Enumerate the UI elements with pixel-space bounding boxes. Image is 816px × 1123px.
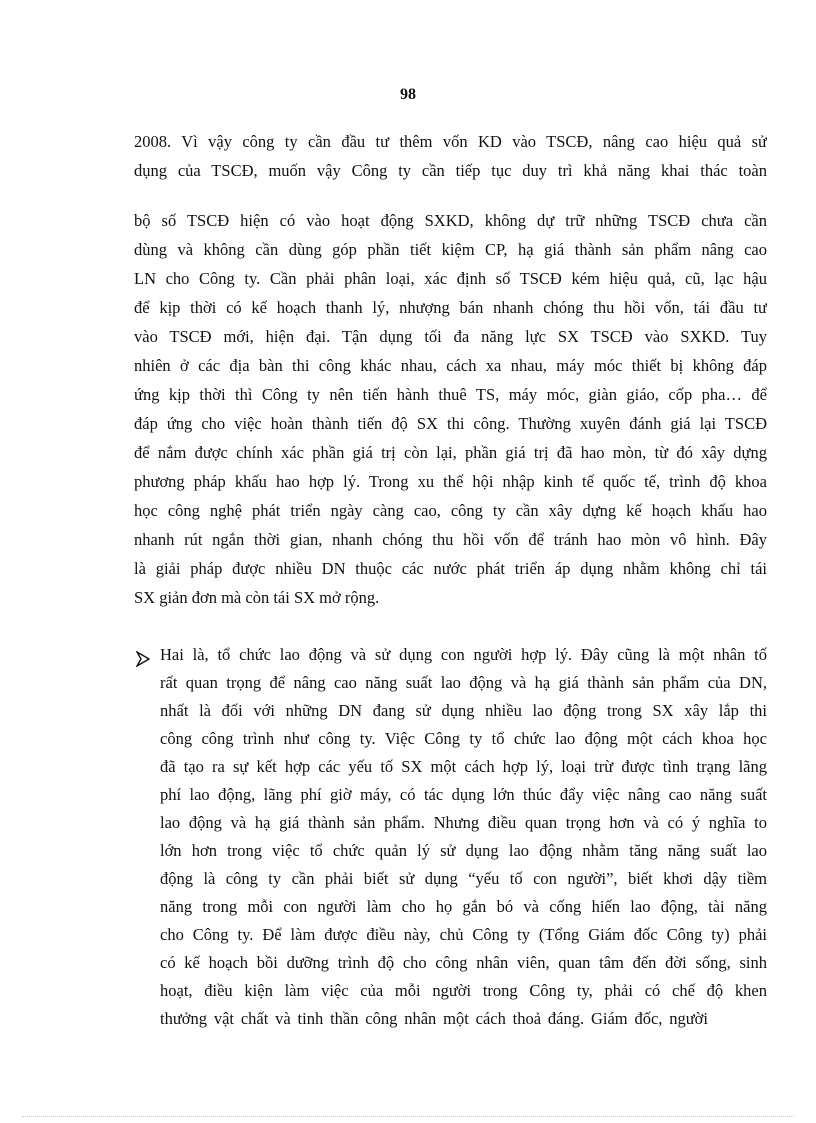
text-line: để nắm được chính xác phần giá trị còn lại, phần giá trị đã hao mòn, từ đó xây dựng bbox=[134, 443, 767, 462]
text-line: nhiên ở các địa bàn thi công khác nhau, cách xa nhau, máy móc thiết bị không đáp bbox=[134, 356, 767, 375]
text-line: lớn hơn trong việc tổ chức quản lý sử dụng lao động nhằm tăng năng suất lao bbox=[160, 841, 767, 860]
text-line: phí lao động, lãng phí giờ máy, có tác dụng lớn thúc đẩy việc nâng cao năng suất bbox=[160, 785, 767, 804]
text-line: nhất là đối với những DN đang sử dụng nhiều lao động trong SX xây lắp thi bbox=[160, 701, 767, 720]
text-line: để kịp thời có kế hoạch thanh lý, nhượng bán nhanh chóng thu hồi vốn, tái đầu tư bbox=[134, 298, 767, 317]
text-line: thưởng vật chất và tinh thần công nhân một cách thoả đáng. Giám đốc, người bbox=[160, 1009, 708, 1028]
text-line: lao động và hạ giá thành sản phẩm. Nhưng điều quan trọng hơn và có ý nghĩa to bbox=[160, 813, 767, 832]
footer-divider bbox=[22, 1116, 794, 1117]
text-line: ứng kịp thời thì Công ty nên tiến hành thuê TS, máy móc, giàn giáo, cốp pha… để bbox=[134, 385, 767, 404]
text-line: 2008. Vì vậy công ty cần đầu tư thêm vốn KD vào TSCĐ, nâng cao hiệu quả sử bbox=[134, 132, 767, 151]
text-line: phương pháp khấu hao hợp lý. Trong xu thế hội nhập kinh tế quốc tế, trình độ khoa bbox=[134, 472, 767, 491]
text-line: năng trong mỗi con người làm cho họ gắn bó và cống hiến lao động, tài năng bbox=[160, 897, 767, 916]
text-line: dùng và không cần dùng góp phần tiết kiệm CP, hạ giá thành sản phẩm nâng cao bbox=[134, 240, 767, 259]
text-line: rất quan trọng để nâng cao năng suất lao động và hạ giá thành sản phẩm của DN, bbox=[160, 673, 767, 692]
text-line: bộ số TSCĐ hiện có vào hoạt động SXKD, không dự trữ những TSCĐ chưa cần bbox=[134, 211, 767, 230]
text-line: cho Công ty. Để làm được điều này, chủ Công ty (Tổng Giám đốc Công ty) phải bbox=[160, 925, 767, 944]
text-line: vào TSCĐ mới, hiện đại. Tận dụng tối đa năng lực SX TSCĐ vào SXKD. Tuy bbox=[134, 327, 767, 346]
text-line: động là công ty cần phải biết sử dụng “yếu tố con người”, biết khơi dậy tiềm bbox=[160, 869, 767, 888]
text-line: đã tạo ra sự kết hợp các yếu tố SX một cách hợp lý, loại trừ được tình trạng lãng bbox=[160, 757, 767, 776]
text-line: hoạt, điều kiện làm việc của mỗi người trong Công ty, phải có chế độ khen bbox=[160, 981, 767, 1000]
text-line: SX giản đơn mà còn tái SX mở rộng. bbox=[134, 588, 380, 607]
arrowhead-bullet-icon bbox=[136, 651, 150, 667]
text-line: học công nghệ phát triển ngày càng cao, công ty cần xây dựng kế hoạch khấu hao bbox=[134, 501, 767, 520]
page-number: 98 bbox=[400, 86, 416, 103]
text-line: Hai là, tổ chức lao động và sử dụng con người hợp lý. Đây cũng là một nhân tố bbox=[160, 645, 767, 664]
text-line: LN cho Công ty. Cần phải phân loại, xác định số TSCĐ kém hiệu quả, cũ, lạc hậu bbox=[134, 269, 767, 288]
text-line: là giải pháp được nhiều DN thuộc các nước phát triển áp dụng nhằm không chỉ tái bbox=[134, 559, 767, 578]
text-line: có kế hoạch bồi dưỡng trình độ cho công nhân viên, quan tâm đến đời sống, sinh bbox=[160, 953, 767, 972]
text-line: công công trình như công ty. Việc Công ty tổ chức lao động một cách khoa học bbox=[160, 729, 767, 748]
text-line: nhanh rút ngắn thời gian, nhanh chóng thu hồi vốn để tránh hao mòn vô hình. Đây bbox=[134, 530, 767, 549]
text-line: dụng của TSCĐ, muốn vậy Công ty cần tiếp tục duy trì khả năng khai thác toàn bbox=[134, 161, 767, 180]
text-line: đáp ứng cho việc hoàn thành tiến độ SX thi công. Thường xuyên đánh giá lại TSCĐ bbox=[134, 414, 767, 433]
